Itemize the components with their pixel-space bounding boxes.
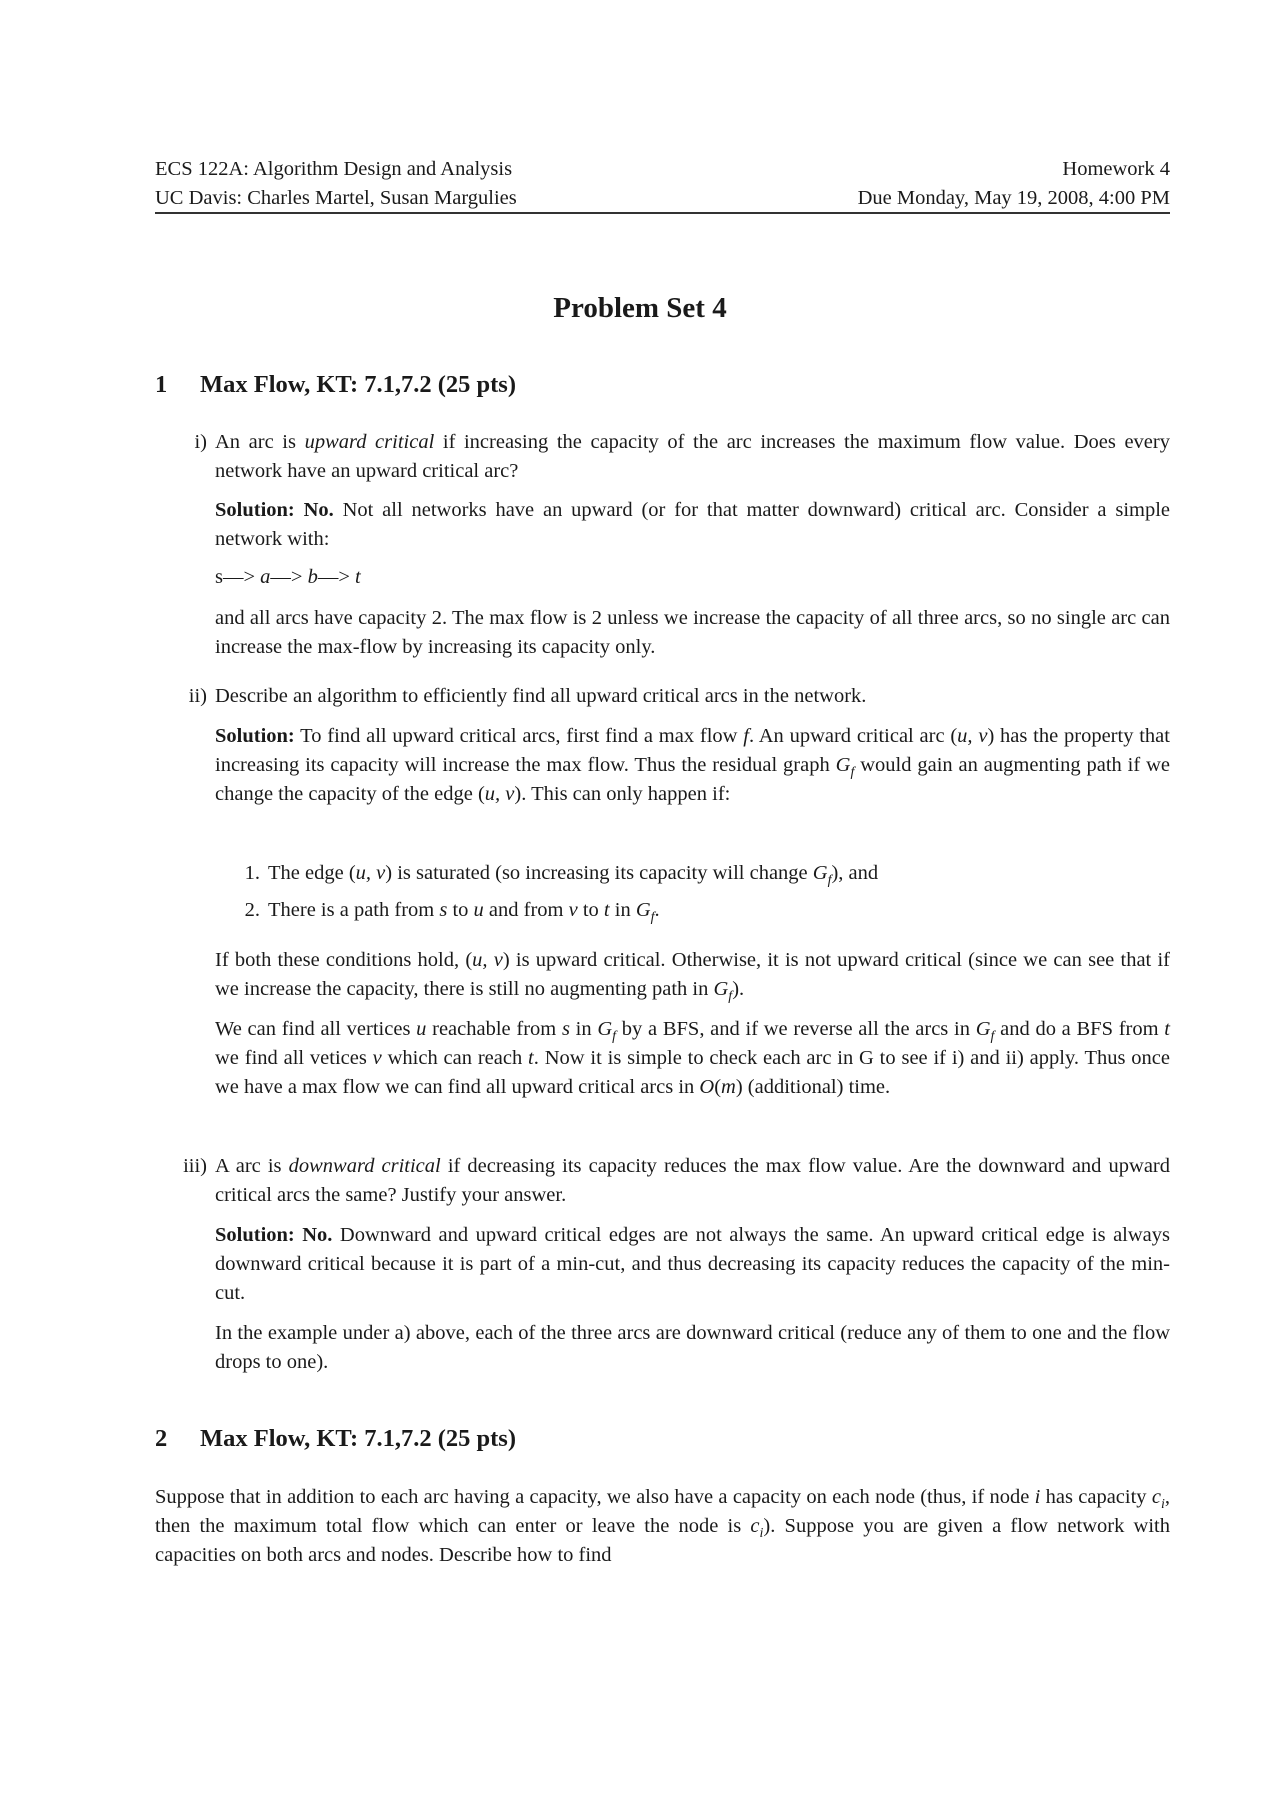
- solution-ii-cont: [215, 946, 1170, 1004]
- section-title: Max Flow, KT: 7.1,7.2 (25 pts): [200, 1425, 516, 1452]
- text-run: —>: [270, 566, 308, 588]
- text-run: , then the maximum total flow which can enter or leave the node is: [155, 1486, 1170, 1537]
- math-symbol: c: [1151, 1486, 1161, 1508]
- text-run: Describe an algorithm to efficiently find all upward critical arcs in the network.: [215, 685, 867, 707]
- math-symbol: G: [812, 862, 828, 884]
- math-symbol: f: [850, 765, 855, 781]
- text-run: —>: [317, 566, 356, 588]
- solution-ii-bfs: [215, 1015, 1170, 1102]
- math-symbol: G: [635, 899, 651, 921]
- text-run: The edge (: [268, 862, 356, 884]
- math-symbol: i: [1034, 1486, 1041, 1508]
- enum-label: 1.: [244, 862, 260, 884]
- text-run: . Now it is simple to check each arc in G to see if i) and ii) apply. Thus once we have a max flow we can find all upward critical arcs in: [215, 1047, 1170, 1098]
- condition-2: [244, 896, 1170, 926]
- solution-i: [215, 496, 1170, 554]
- text-run: (: [714, 1076, 722, 1098]
- math-symbol: u: [416, 1018, 427, 1040]
- text-run: to: [447, 899, 474, 921]
- solution-i-cont: [215, 604, 1170, 662]
- paragraph-text: [215, 1018, 1170, 1098]
- text-run: ) (additional) time.: [735, 1076, 891, 1098]
- text-run: we find all vetices: [215, 1047, 373, 1069]
- solution-ii: [215, 722, 1170, 809]
- problem-2-text: [155, 1483, 1170, 1570]
- math-symbol: m: [721, 1076, 736, 1098]
- paragraph-text: [215, 685, 866, 707]
- section-title: Max Flow, KT: 7.1,7.2 (25 pts): [200, 371, 516, 398]
- page-title: Problem Set 4: [553, 292, 727, 324]
- text-run: ). This can only happen if:: [514, 783, 731, 805]
- text-run: Downward and upward critical edges are not always the same. An upward critical edge is always downward critical because it is part of a min-cut, and thus decreasing its capacity reduces the capacity of the min-cut.: [215, 1224, 1170, 1304]
- math-symbol: u, v: [484, 783, 515, 805]
- section-heading-1: [155, 368, 516, 402]
- paragraph-text: [268, 899, 660, 926]
- enum-label: 2.: [244, 899, 260, 921]
- text-run: reachable from: [426, 1018, 562, 1040]
- paragraph-text: [215, 1224, 1170, 1304]
- text-run: by a BFS, and if we reverse all the arcs in: [616, 1018, 976, 1040]
- text-run: s—>: [215, 566, 261, 588]
- math-symbol: f: [728, 989, 733, 1005]
- paragraph-text: [268, 862, 879, 889]
- math-symbol: c: [750, 1515, 760, 1537]
- course-title: ECS 122A: Algorithm Design and Analysis: [155, 158, 513, 180]
- paragraph-text: [215, 1155, 1170, 1206]
- text-run: ). Suppose you are given a flow network with capacities on both arcs and nodes. Describe how to find: [155, 1515, 1170, 1566]
- math-symbol: f: [743, 725, 749, 747]
- math-symbol: f: [827, 873, 832, 889]
- due-date: Due Monday, May 19, 2008, 4:00 PM: [857, 187, 1170, 209]
- math-symbol: v: [568, 899, 578, 921]
- text-run: ) is upward critical. Otherwise, it is not upward critical (since we can see that if we increase the capacity, there is still no augmenting path in: [215, 949, 1170, 1000]
- text-run: ).: [732, 978, 745, 1000]
- question-ii: [188, 682, 1170, 711]
- solution-iii: [215, 1221, 1170, 1308]
- text-run: An arc is: [215, 431, 305, 453]
- math-symbol: G: [975, 1018, 991, 1040]
- paragraph-text: [215, 499, 1170, 550]
- paragraph-text: [155, 1486, 1170, 1566]
- paragraph-text: [215, 607, 1170, 658]
- text-run: ), and: [831, 862, 879, 884]
- question-i: [194, 428, 1170, 486]
- section-heading-2: [155, 1422, 516, 1456]
- math-symbol: b: [307, 566, 318, 588]
- text-run: ) has the property that increasing its capacity will increase the max flow. Thus the residual graph: [215, 725, 1170, 776]
- text-run: In the example under a) above, each of the three arcs are downward critical (reduce any of them to one and the flow drops to one).: [215, 1322, 1170, 1373]
- text-run: and from: [483, 899, 569, 921]
- bold-text: Solution: No.: [215, 1224, 333, 1246]
- math-symbol: G: [835, 754, 851, 776]
- text-run: has capacity: [1040, 1486, 1152, 1508]
- text-run: if increasing the capacity of the arc increases the maximum flow value. Does every network have an upward critical arc?: [215, 431, 1170, 482]
- text-run: To find all upward critical arcs, first find a max flow: [294, 725, 744, 747]
- text-run: If both these conditions hold, (: [215, 949, 473, 971]
- math-symbol: f: [990, 1029, 995, 1045]
- bold-text: Solution:: [215, 725, 295, 747]
- section-number: 2: [155, 1425, 168, 1452]
- math-symbol: u, v: [355, 862, 386, 884]
- math-symbol: s: [439, 899, 448, 921]
- text-run: Not all networks have an upward (or for that matter downward) critical arc. Consider a simple network with:: [215, 499, 1170, 550]
- text-run: and do a BFS from: [994, 1018, 1165, 1040]
- text-run: in: [569, 1018, 598, 1040]
- header-line-1: [155, 155, 1170, 184]
- math-symbol: i: [759, 1526, 764, 1542]
- text-run: and all arcs have capacity 2. The max flow is 2 unless we increase the capacity of all three arcs, so no single arc can increase the max-flow by increasing its capacity only.: [215, 607, 1170, 658]
- text-run: . An upward critical arc (: [748, 725, 958, 747]
- text-run: would gain an augmenting path if we change the capacity of the edge (: [215, 754, 1170, 805]
- math-symbol: downward critical: [288, 1155, 441, 1177]
- math-symbol: v: [372, 1047, 382, 1069]
- text-run: ) is saturated (so increasing its capacity will change: [385, 862, 813, 884]
- math-symbol: i: [1160, 1497, 1165, 1513]
- header-line-2: [155, 184, 1170, 213]
- math-symbol: f: [612, 1029, 617, 1045]
- math-symbol: a: [260, 566, 271, 588]
- math-symbol: O: [699, 1076, 715, 1098]
- text-run: Suppose that in addition to each arc having a capacity, we also have a capacity on each node (thus, if node: [155, 1486, 1035, 1508]
- text-run: in: [609, 899, 636, 921]
- math-symbol: G: [713, 978, 729, 1000]
- section-number: 1: [155, 371, 168, 398]
- paragraph-text: [215, 1322, 1170, 1373]
- bold-text: Solution: No.: [215, 499, 334, 521]
- text-run: .: [654, 899, 660, 921]
- math-symbol: f: [650, 910, 655, 926]
- paragraph-text: [215, 566, 361, 588]
- question-iii: [183, 1152, 1170, 1210]
- item-label: iii): [183, 1155, 207, 1177]
- paragraph-text: [215, 431, 1170, 482]
- text-run: if decreasing its capacity reduces the max flow value. Are the downward and upward critical arcs the same? Justify your answer.: [215, 1155, 1170, 1206]
- math-symbol: u, v: [957, 725, 988, 747]
- instructors: UC Davis: Charles Martel, Susan Margulies: [155, 187, 517, 209]
- text-run: to: [577, 899, 604, 921]
- text-run: There is a path from: [268, 899, 440, 921]
- paragraph-text: [215, 725, 1170, 805]
- math-symbol: t: [1164, 1018, 1170, 1040]
- header-rule: [155, 212, 1170, 214]
- network-chain: [215, 563, 1170, 592]
- math-symbol: upward critical: [304, 431, 435, 453]
- text-run: A arc is: [215, 1155, 289, 1177]
- math-symbol: t: [528, 1047, 534, 1069]
- math-symbol: t: [603, 899, 610, 921]
- item-label: ii): [188, 685, 207, 707]
- homework-number: Homework 4: [1062, 158, 1170, 180]
- solution-iii-example: [215, 1319, 1170, 1377]
- text-run: We can find all vertices: [215, 1018, 417, 1040]
- math-symbol: u, v: [472, 949, 503, 971]
- math-symbol: t: [355, 566, 361, 588]
- math-symbol: s: [561, 1018, 570, 1040]
- item-label: i): [194, 431, 207, 453]
- math-symbol: G: [597, 1018, 613, 1040]
- paragraph-text: [215, 949, 1170, 1005]
- text-run: which can reach: [381, 1047, 529, 1069]
- math-symbol: u: [473, 899, 484, 921]
- condition-1: [244, 859, 1170, 889]
